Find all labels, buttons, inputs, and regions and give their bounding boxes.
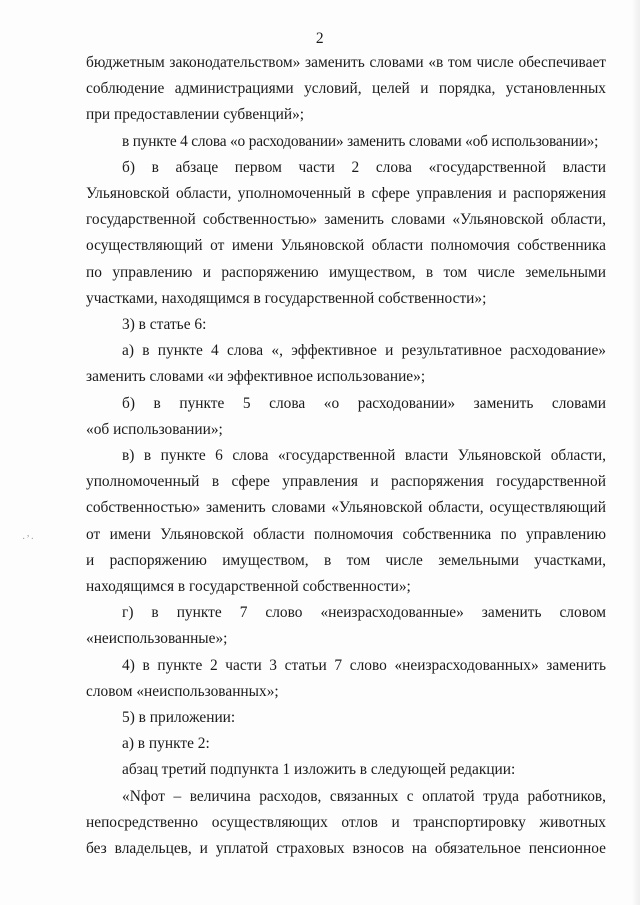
text-line: абзац третий подпункта 1 изложить в следующей редакции:	[122, 761, 516, 779]
text-line: участками, находящимся в государственной собственности»;	[86, 289, 487, 307]
text-line: собственностью» заменить словами «Ульяновской области, осуществляющий	[86, 499, 606, 517]
text-line: в пункте 4 слова «о расходовании» заменить словами «об использовании»;	[122, 132, 599, 150]
text-line: в) в пункте 6 слова «государственной власти Ульяновской области,	[122, 447, 606, 465]
text-line: б) в абзаце первом части 2 слова «государственной власти	[122, 158, 606, 176]
text-line: г) в пункте 7 слово «неизрасходованные» заменить словом	[122, 604, 606, 622]
text-line: «Nфот – величина расходов, связанных с оплатой труда работников,	[122, 787, 606, 805]
text-line: а) в пункте 4 слова «, эффективное и результативное расходование»	[122, 342, 606, 360]
text-line: 5) в приложении:	[122, 709, 236, 727]
text-line: осуществляющий от имени Ульяновской области полномочия собственника	[86, 237, 606, 255]
text-line: «неиспользованные»;	[86, 630, 228, 648]
page-number: 2	[315, 30, 325, 47]
text-line: при предоставлении субвенций»;	[86, 106, 305, 124]
text-line: бюджетным законодательством» заменить словами «в том числе обеспечивает	[86, 54, 606, 71]
text-line: без владельцев, и уплатой страховых взносов на обязательное пенсионное	[86, 840, 606, 858]
text-line: непосредственно осуществляющих отлов и транспортировку животных	[86, 813, 606, 831]
text-line: а) в пункте 2:	[122, 735, 210, 753]
text-line: словом «неиспользованных»;	[86, 682, 279, 700]
text-line: 4) в пункте 2 части 3 статьи 7 слово «неизрасходованных» заменить	[122, 656, 606, 674]
margin-scan-mark: ·ʼ·	[22, 534, 35, 545]
text-line: уполномоченный в сфере управления и распоряжения государственной	[86, 473, 606, 491]
text-line: 3) в статье 6:	[122, 316, 207, 334]
document-body	[86, 50, 606, 862]
text-line: по управлению и распоряжению имуществом, в том числе земельными	[86, 263, 606, 281]
text-line: «об использовании»;	[86, 420, 223, 438]
text-line: находящимся в государственной собственности»;	[86, 578, 411, 596]
text-line: соблюдение администрациями условий, целей и порядка, установленных	[86, 80, 606, 98]
text-line: б) в пункте 5 слова «о расходовании» заменить словами	[122, 394, 606, 412]
text-line: и распоряжению имуществом, в том числе земельными участками,	[86, 551, 606, 569]
text-line: Ульяновской области, уполномоченный в сфере управления и распоряжения	[86, 185, 606, 203]
text-line: заменить словами «и эффективное использование»;	[86, 368, 426, 386]
text-line: от имени Ульяновской области полномочия собственника по управлению	[86, 525, 606, 543]
text-line: государственной собственностью» заменить словами «Ульяновской области,	[86, 211, 606, 229]
scan-edge-shadow	[632, 0, 640, 905]
